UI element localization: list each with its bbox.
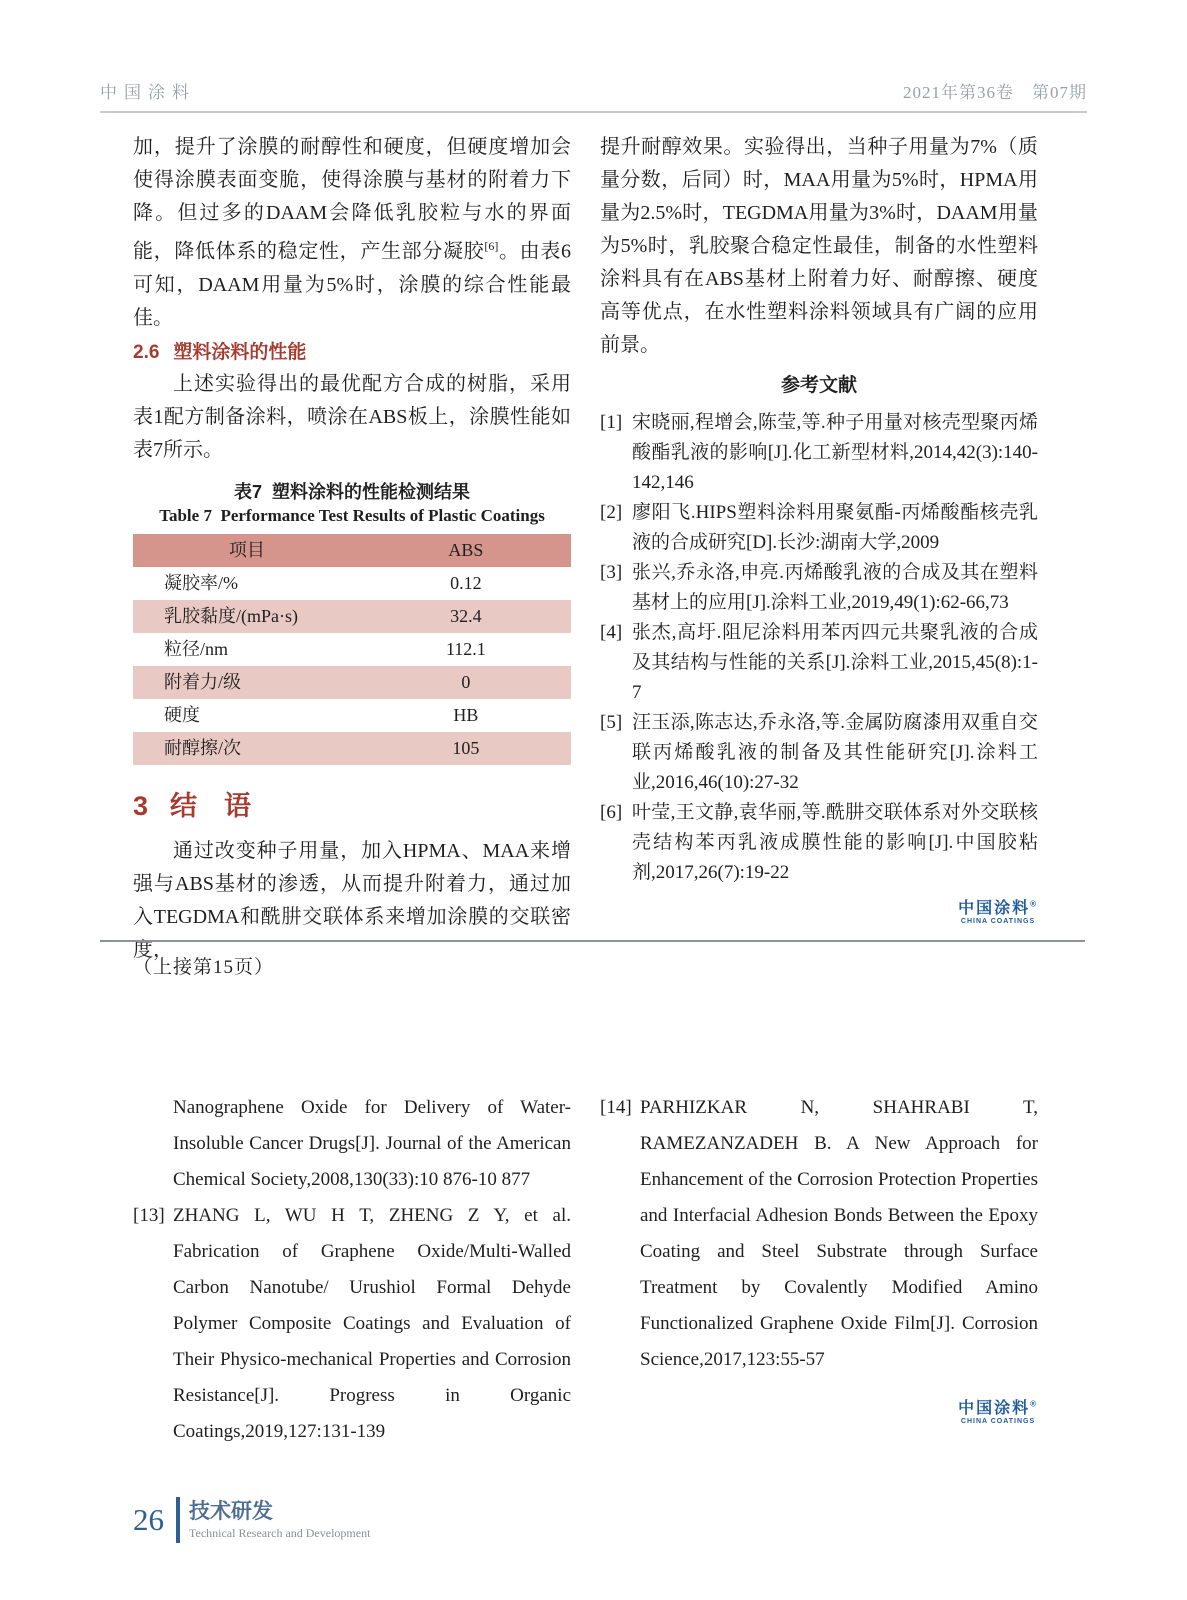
reference-text: 张兴,乔永洛,申亮.丙烯酸乳液的合成及其在塑料基材上的应用[J].涂料工业,2019,49(1):62-66,73 bbox=[632, 562, 1038, 613]
article-body bbox=[133, 131, 1038, 967]
logo-text-en: CHINA COATINGS bbox=[960, 917, 1036, 925]
table-cell: 凝胶率/% bbox=[164, 572, 238, 593]
table-cell: HB bbox=[453, 704, 479, 725]
table-row bbox=[133, 732, 571, 765]
section-title: 塑料涂料的性能 bbox=[173, 341, 307, 363]
reference-item bbox=[600, 1090, 1038, 1378]
page-footer bbox=[133, 1496, 370, 1544]
registered-mark: ® bbox=[1030, 899, 1038, 909]
reference-number: [1] bbox=[600, 412, 623, 433]
table-row bbox=[133, 633, 571, 666]
paragraph bbox=[133, 131, 571, 335]
table-header-cell: ABS bbox=[448, 539, 484, 560]
footer-section bbox=[189, 1499, 370, 1541]
paragraph-text: 。由表6可知，DAAM用量为5%时，涂膜的综合性能最佳。 bbox=[133, 240, 572, 329]
citation-superscript: [6] bbox=[484, 239, 499, 253]
section-title: 结 语 bbox=[170, 790, 252, 821]
logo-row bbox=[600, 900, 1038, 925]
footer-section-en: Technical Research and Development bbox=[189, 1526, 371, 1540]
table-cell: 32.4 bbox=[450, 605, 482, 626]
section-heading-3 bbox=[133, 789, 571, 823]
section-number: 2.6 bbox=[133, 341, 160, 363]
page-header bbox=[100, 78, 1087, 113]
table-cell: 112.1 bbox=[445, 638, 486, 659]
footer-section-zh: 技术研发 bbox=[189, 1500, 273, 1523]
table-title-zh: 表7 塑料涂料的性能检测结果 bbox=[233, 481, 470, 502]
logo-text-zh bbox=[958, 900, 1038, 918]
right-column bbox=[600, 131, 1038, 967]
table-cell: 附着力/级 bbox=[164, 671, 242, 692]
reference-number: [4] bbox=[600, 622, 623, 643]
registered-mark: ® bbox=[1030, 1399, 1038, 1409]
bottom-right-column bbox=[600, 1090, 1038, 1450]
article-divider bbox=[100, 940, 1085, 942]
table-header-row bbox=[133, 534, 571, 567]
paragraph-text: 加，提升了涂膜的耐醇性和硬度，但硬度增加会使得涂膜表面变脆，使得涂膜与基材的附着力下降。但过多的DAAM会降低乳胶粒与水的界面能，降低体系的稳定性，产生部分凝胶 bbox=[133, 136, 571, 263]
china-coatings-logo bbox=[958, 900, 1038, 925]
reference-item bbox=[133, 1198, 571, 1450]
performance-table bbox=[133, 534, 571, 765]
reference-item bbox=[600, 798, 1038, 888]
table-row bbox=[133, 699, 571, 732]
reference-item bbox=[600, 408, 1038, 498]
bottom-left-column bbox=[133, 1090, 571, 1450]
table-cell: 耐醇擦/次 bbox=[164, 737, 242, 758]
reference-continuation bbox=[133, 1090, 571, 1198]
section-heading-2-6 bbox=[133, 338, 571, 368]
reference-text: Nanographene Oxide for Delivery of Water-Insoluble Cancer Drugs[J]. Journal of the American Chemical Society,2008,130(33):10 876-10 877 bbox=[173, 1097, 571, 1190]
table-cell: 0 bbox=[461, 671, 471, 692]
logo-text-en: CHINA COATINGS bbox=[960, 1417, 1036, 1425]
table-cell: 乳胶黏度/(mPa·s) bbox=[164, 605, 298, 626]
reference-item bbox=[600, 498, 1038, 558]
reference-item bbox=[600, 708, 1038, 798]
section-number: 3 bbox=[133, 790, 149, 821]
paragraph: 提升耐醇效果。实验得出，当种子用量为7%（质量分数，后同）时，MAA用量为5%时，HPMA用量为2.5%时，TEGDMA用量为3%时，DAAM用量为5%时，乳胶聚合稳定性最佳，制备的水性塑料涂料具有在ABS基材上附着力好、耐醇擦、硬度高等优点，在水性塑料涂料领域具有广阔的应用前景。 bbox=[600, 136, 1038, 356]
table-cell: 硬度 bbox=[164, 704, 200, 725]
logo-text: 中国涂料 bbox=[958, 900, 1031, 917]
china-coatings-logo bbox=[958, 1400, 1038, 1425]
reference-number: [2] bbox=[600, 502, 623, 523]
reference-text: 汪玉添,陈志达,乔永洛,等.金属防腐漆用双重自交联丙烯酸乳液的制备及其性能研究[J].涂料工业,2016,46(10):27-32 bbox=[632, 712, 1038, 793]
reference-number: [5] bbox=[600, 712, 623, 733]
references-list bbox=[133, 1090, 571, 1450]
left-column bbox=[133, 131, 571, 967]
table-row bbox=[133, 567, 571, 600]
paragraph: 上述实验得出的最优配方合成的树脂，采用表1配方制备涂料，喷涂在ABS板上，涂膜性能如表7所示。 bbox=[133, 372, 571, 461]
table-row bbox=[133, 600, 571, 633]
journal-name: 中国涂料 bbox=[100, 83, 196, 102]
footer-divider-bar bbox=[176, 1497, 180, 1543]
logo-text-zh bbox=[958, 1400, 1038, 1418]
logo-row bbox=[600, 1400, 1038, 1425]
reference-text: 张杰,高圩.阻尼涂料用苯丙四元共聚乳液的合成及其结构与性能的关系[J].涂料工业,2015,45(8):1-7 bbox=[632, 622, 1038, 703]
continued-from-note: （上接第15页） bbox=[133, 957, 275, 978]
issue-info: 2021年第36卷 第07期 bbox=[903, 83, 1087, 102]
reference-text: 宋晓丽,程增会,陈莹,等.种子用量对核壳型聚丙烯酸酯乳液的影响[J].化工新型材料,2014,42(3):140-142,146 bbox=[632, 412, 1038, 493]
reference-text: 廖阳飞.HIPS塑料涂料用聚氨酯-丙烯酸酯核壳乳液的合成研究[D].长沙:湖南大学,2009 bbox=[632, 502, 1038, 553]
reference-text: ZHANG L, WU H T, ZHENG Z Y, et al. Fabrication of Graphene Oxide/Multi-Walled Carbon Nanotube/ Urushiol Formal Dehyde Polymer Composite Coatings and Evaluation of Their Physico-mechanical Properties and Corrosion Resistance[J]. Progress in Organic Coatings,2019,127:131-139 bbox=[173, 1205, 571, 1442]
table-title-en: Table 7 Performance Test Results of Plastic Coatings bbox=[159, 505, 545, 525]
references-heading: 参考文献 bbox=[780, 375, 857, 396]
table-row bbox=[133, 666, 571, 699]
reference-item bbox=[600, 558, 1038, 618]
reference-number: [14] bbox=[600, 1097, 632, 1118]
table-cell: 0.12 bbox=[450, 572, 482, 593]
references-list bbox=[600, 1090, 1038, 1378]
page-number: 26 bbox=[133, 1502, 164, 1537]
reference-item bbox=[600, 618, 1038, 708]
table-cell: 粒径/nm bbox=[164, 638, 229, 659]
reference-text: PARHIZKAR N, SHAHRABI T, RAMEZANZADEH B. A New Approach for Enhancement of the Corrosion Protection Properties and Interfacial Adhesion Bonds Between the Epoxy Coating and Steel Substrate through Surface Treatment by Covalently Modified Amino Functionalized Graphene Oxide Film[J]. Corrosion Science,2017,123:55-57 bbox=[640, 1097, 1038, 1370]
reference-number: [3] bbox=[600, 562, 623, 583]
table-header-cell: 项目 bbox=[228, 539, 265, 560]
references-list bbox=[600, 408, 1038, 888]
continued-references bbox=[133, 1090, 1038, 1450]
paragraph: 通过改变种子用量，加入HPMA、MAA来增强与ABS基材的渗透，从而提升附着力，通过加入TEGDMA和酰肼交联体系来增加涂膜的交联密度， bbox=[133, 839, 571, 961]
table-cell: 105 bbox=[452, 737, 480, 758]
reference-number: [13] bbox=[133, 1205, 165, 1226]
logo-text: 中国涂料 bbox=[958, 1400, 1031, 1417]
reference-number: [6] bbox=[600, 802, 623, 823]
reference-text: 叶莹,王文静,袁华丽,等.酰肼交联体系对外交联核壳结构苯丙乳液成膜性能的影响[J].中国胶粘剂,2017,26(7):19-22 bbox=[632, 802, 1038, 883]
